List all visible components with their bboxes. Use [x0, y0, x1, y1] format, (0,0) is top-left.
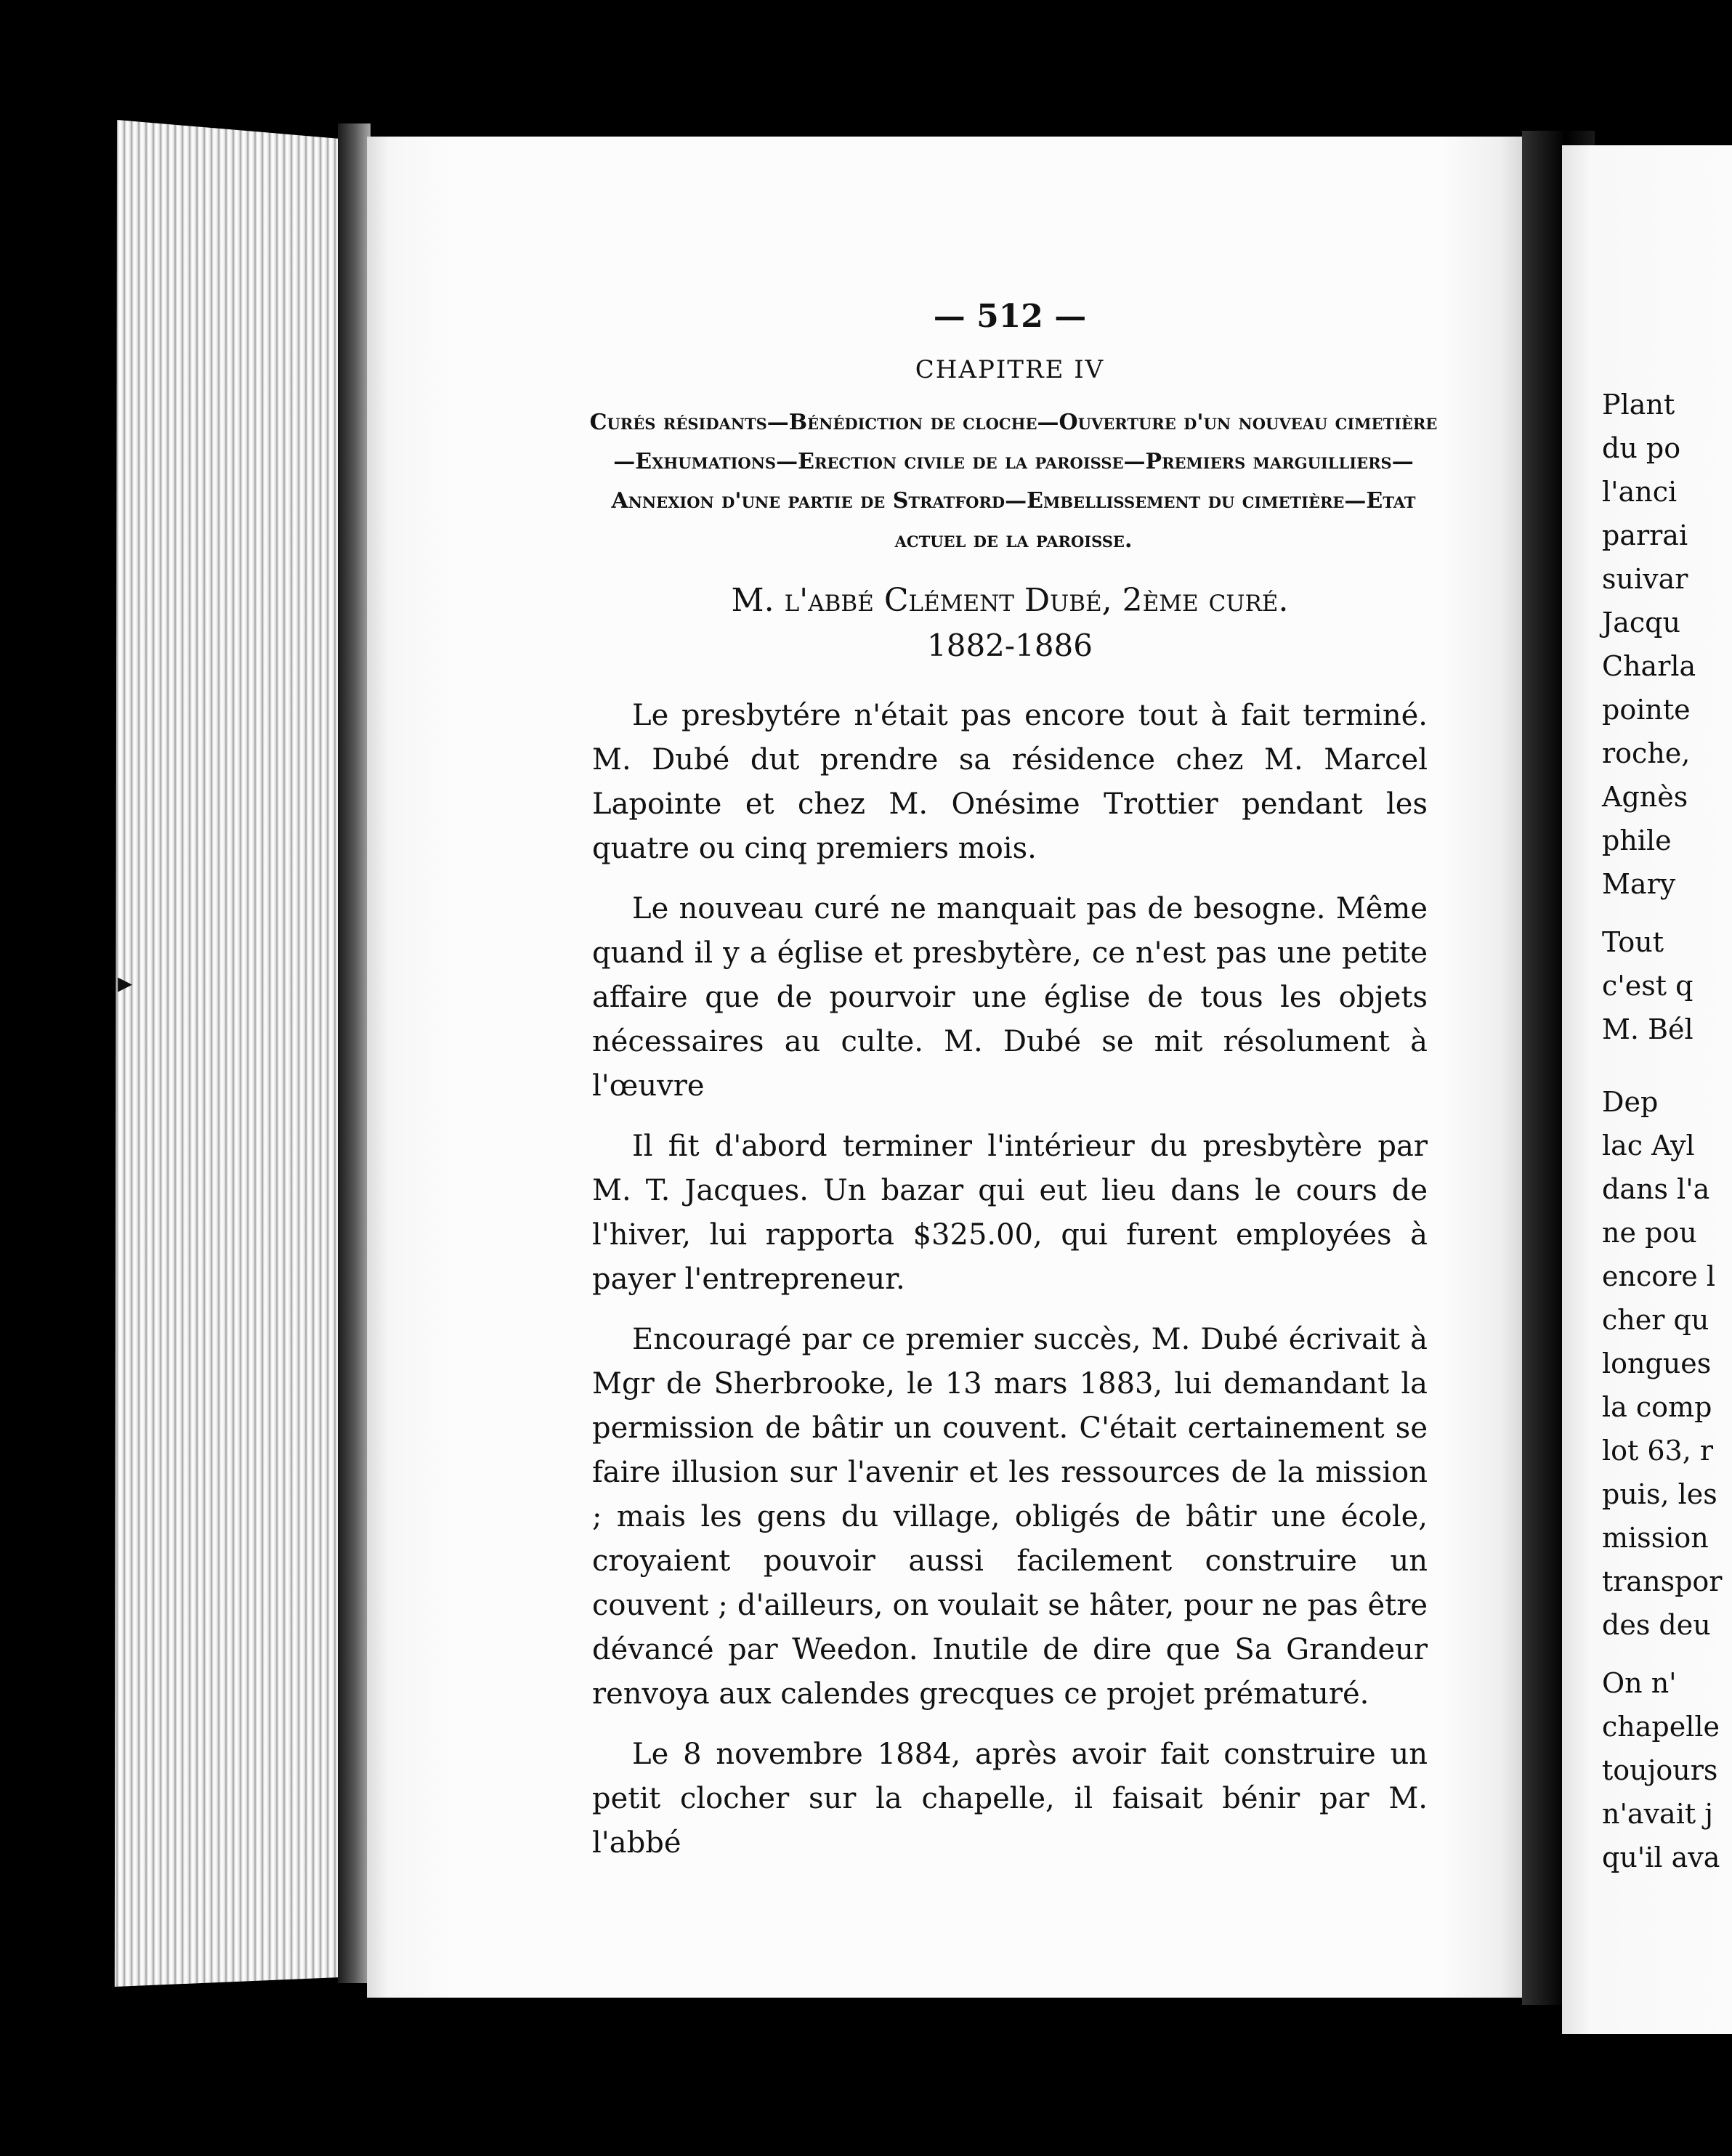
- facing-line: c'est q: [1602, 970, 1693, 1002]
- book-page-edges: [105, 120, 338, 1987]
- facing-line: M. Bél: [1602, 1013, 1693, 1045]
- facing-line: toujours: [1602, 1754, 1718, 1786]
- facing-line: pointe: [1602, 694, 1691, 726]
- facing-line: Tout: [1602, 926, 1664, 958]
- section-heading: M. l'abbé Clément Dubé, 2ème curé.: [731, 582, 1289, 619]
- facing-line: des deu: [1602, 1609, 1711, 1641]
- facing-line: transpor: [1602, 1565, 1723, 1597]
- facing-line: lac Ayl: [1602, 1130, 1695, 1162]
- paragraph: Le 8 novembre 1884, après avoir fait construire un petit clocher sur la chapelle, il faisait bénir par M. l'abbé: [592, 1738, 1428, 1860]
- page-text: [589, 298, 1438, 1881]
- facing-line: mission: [1602, 1522, 1709, 1554]
- paragraph: Encouragé par ce premier succès, M. Dubé écrivait à Mgr de Sherbrooke, le 13 mars 1883, lui demandant la permission de bâtir un couvent. C'était certainement se faire illusion sur l'avenir et les ressources de la mission ; mais les gens du village, obligés de bâtir une école, croyaient pouvoir aussi facilement construire un couvent ; d'ailleurs, on voulait se hâter, pour ne pas être dévancé par Weedon. Inutile de dire que Sa Grandeur renvoya aux calendes grecques ce projet prématuré.: [592, 1323, 1428, 1711]
- facing-line: ne pou: [1602, 1217, 1697, 1249]
- facing-line: cher qu: [1602, 1304, 1709, 1336]
- facing-line: qu'il ava: [1602, 1841, 1720, 1873]
- facing-line: du po: [1602, 432, 1681, 464]
- margin-mark: ▸: [118, 966, 133, 1000]
- facing-line: chapelle: [1602, 1711, 1720, 1743]
- book-spine-shadow: [338, 123, 371, 1983]
- paragraph: Le presbytére n'était pas encore tout à fait terminé. M. Dubé dut prendre sa résidence chez M. Marcel Lapointe et chez M. Onésime Trottier pendant les quatre ou cinq premiers mois.: [592, 699, 1428, 865]
- facing-line: Agnès: [1602, 781, 1688, 813]
- facing-line: parrai: [1602, 519, 1688, 551]
- facing-line: Mary: [1602, 868, 1676, 900]
- facing-line: dans l'a: [1602, 1173, 1710, 1205]
- section-years: 1882-1886: [927, 628, 1093, 663]
- facing-line: lot 63, r: [1602, 1435, 1714, 1467]
- facing-line: encore l: [1602, 1260, 1716, 1292]
- facing-line: la comp: [1602, 1391, 1712, 1423]
- facing-line: Dep: [1602, 1086, 1659, 1118]
- facing-line: phile: [1602, 824, 1672, 856]
- facing-line: n'avait j: [1602, 1798, 1713, 1830]
- facing-line: Jacqu: [1602, 607, 1680, 639]
- facing-line: longues: [1602, 1348, 1712, 1379]
- facing-line: On n': [1602, 1667, 1677, 1699]
- paragraph: Il fit d'abord terminer l'intérieur du presbytère par M. T. Jacques. Un bazar qui eut lieu dans le cours de l'hiver, lui rapporta $325.00, qui furent employées à payer l'entrepreneur.: [592, 1130, 1428, 1296]
- facing-line: puis, les: [1602, 1478, 1717, 1510]
- chapter-summary: Curés résidants—Bénédiction de cloche—Ouverture d'un nouveau cimetière—Exhumations—Erection civile de la paroisse—Premiers marguilliers—Annexion d'une partie de Stratford—Embellissement du cimetière—Etat actuel de la paroisse.: [589, 410, 1438, 553]
- facing-line: Plant: [1602, 389, 1675, 421]
- facing-line: l'anci: [1602, 476, 1678, 508]
- page-number: — 512 —: [933, 298, 1087, 335]
- chapter-title: CHAPITRE IV: [915, 355, 1105, 384]
- facing-line: suivar: [1602, 563, 1688, 595]
- facing-line: roche,: [1602, 737, 1691, 769]
- facing-line: Charla: [1602, 650, 1696, 682]
- facing-page: [1562, 145, 1732, 2034]
- paragraph: Le nouveau curé ne manquait pas de besogne. Même quand il y a église et presbytère, ce n'est pas une petite affaire que de pourvoir une église de tous les objets nécessaires au culte. M. Dubé se mit résolument à l'œuvre: [592, 892, 1428, 1103]
